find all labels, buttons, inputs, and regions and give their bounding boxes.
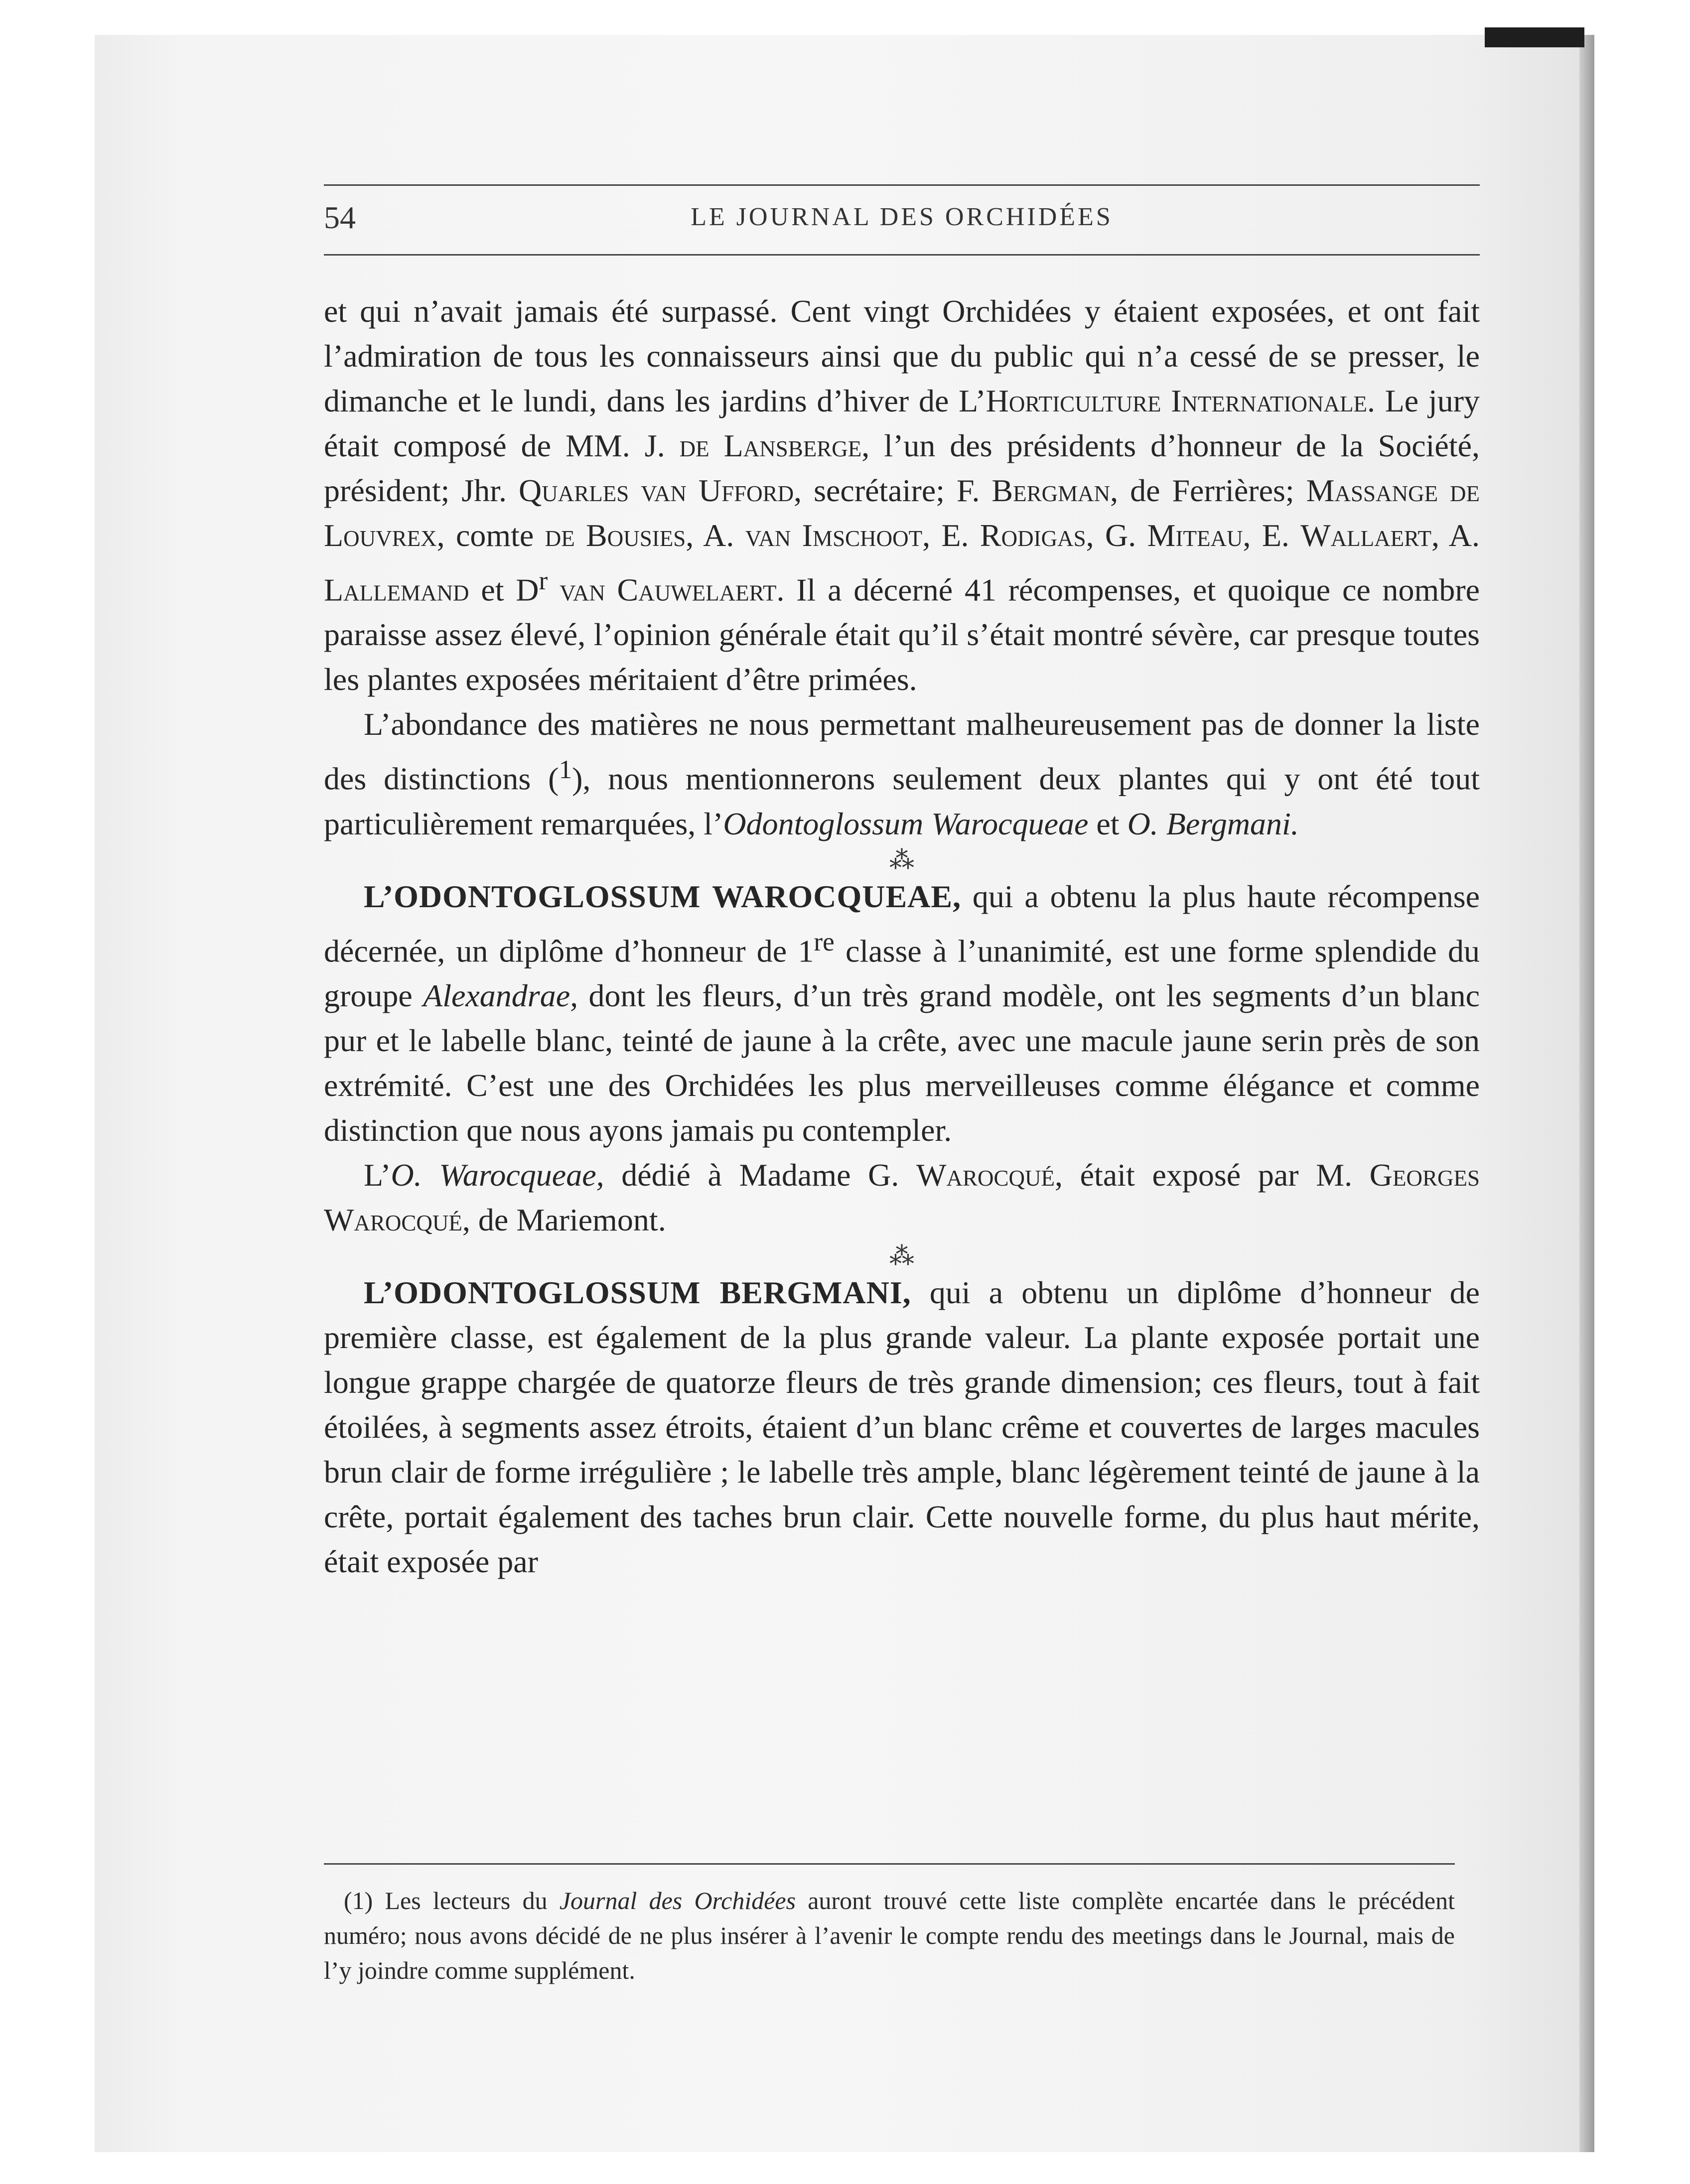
- header-bottom-rule: [324, 254, 1480, 256]
- journal-title: LE JOURNAL DES ORCHIDÉES: [691, 203, 1113, 231]
- page-edge-shadow: [1579, 35, 1594, 2152]
- footnote-rule: [324, 1863, 1455, 1865]
- page-number: 54: [324, 200, 356, 235]
- paragraph-distinctions: L’abondance des matières ne nous permettant malheureusement pas de donner la liste des distinctions ($^1$), nous mentionnerons seulement deux plantes qui y ont été tout particulièrement remarquées, l’Odontoglossum Warocqueae et O. Bergmani.: [324, 706, 1480, 841]
- asterism-separator: ⁂: [889, 845, 914, 874]
- footnote-text: (1) Les lecteurs du Journal des Orchidées auront trouvé cette liste complète encartée dans le précédent numéro; nous avons décidé de ne plus insérer à l’avenir le compte rendu des meetings dans le Journal, mais de l’y joindre comme supplément.: [324, 1887, 1455, 1984]
- paragraph-jury: et qui n’avait jamais été surpassé. Cent vingt Orchidées y étaient exposées, et ont fait l’admiration de tous les connaisseurs ainsi que du public qui n’a cessé de se presser, le dimanche et le lundi, dans les jardins d’hiver de L’Horticulture Internationale. Le jury était composé de MM. J. de Lansberge, l’un des présidents d’honneur de la Société, président; Jhr. Quarles van Ufford, secrétaire; F. Bergman, de Ferrières; Massange de Louvrex, comte de Bousies, A. van Imschoot, E. Rodigas, G. Miteau, E. Wallaert, A. Lallemand et $D^r$ van Cauwelaert. Il a décerné 41 récompenses, et quoique ce nombre paraisse assez élevé, l’opinion générale était qu’il s’était montré sévère, car presque toutes les plantes exposées méritaient d’être primées.: [324, 293, 1480, 697]
- header-top-rule: [324, 184, 1480, 186]
- asterism-separator-2: ⁂: [889, 1241, 914, 1270]
- paragraph-warocqueae-exhibitor: L’O. Warocqueae, dédié à Madame G. Warocqué, était exposé par M. Georges Warocqué, de Mariemont.: [324, 1157, 1480, 1237]
- paragraph-warocqueae: L’ODONTOGLOSSUM WAROCQUEAE, qui a obtenu la plus haute récompense décernée, un diplôme d’honneur de 1re classe à l’unanimité, est une forme splendide du groupe Alexandrae, dont les fleurs, d’un très grand modèle, ont les segments d’un blanc pur et le labelle blanc, teinté de jaune à la crête, avec une macule jaune serin près de son extrémité. C’est une des Orchidées les plus merveilleuses comme élégance et comme distinction que nous ayons jamais pu contempler.: [324, 878, 1480, 1148]
- scan-corner-mark: [1485, 27, 1584, 47]
- page-content: [324, 184, 1480, 2117]
- paragraph-bergmani: L’ODONTOGLOSSUM BERGMANI, qui a obtenu un diplôme d’honneur de première classe, est également de la plus grande valeur. La plante exposée portait une longue grappe chargée de quatorze fleurs de très grande dimension; ces fleurs, tout à fait étoilées, à segments assez étroits, étaient d’un blanc crême et couvertes de larges macules brun clair de forme irrégulière ; le labelle très ample, blanc légèrement teinté de jaune à la crête, portait également des taches brun clair. Cette nouvelle forme, du plus haut mérite, était exposée par: [324, 1274, 1480, 1579]
- footnote: [324, 1883, 1455, 1988]
- article-body: [324, 289, 1480, 1584]
- running-header: [324, 199, 1480, 239]
